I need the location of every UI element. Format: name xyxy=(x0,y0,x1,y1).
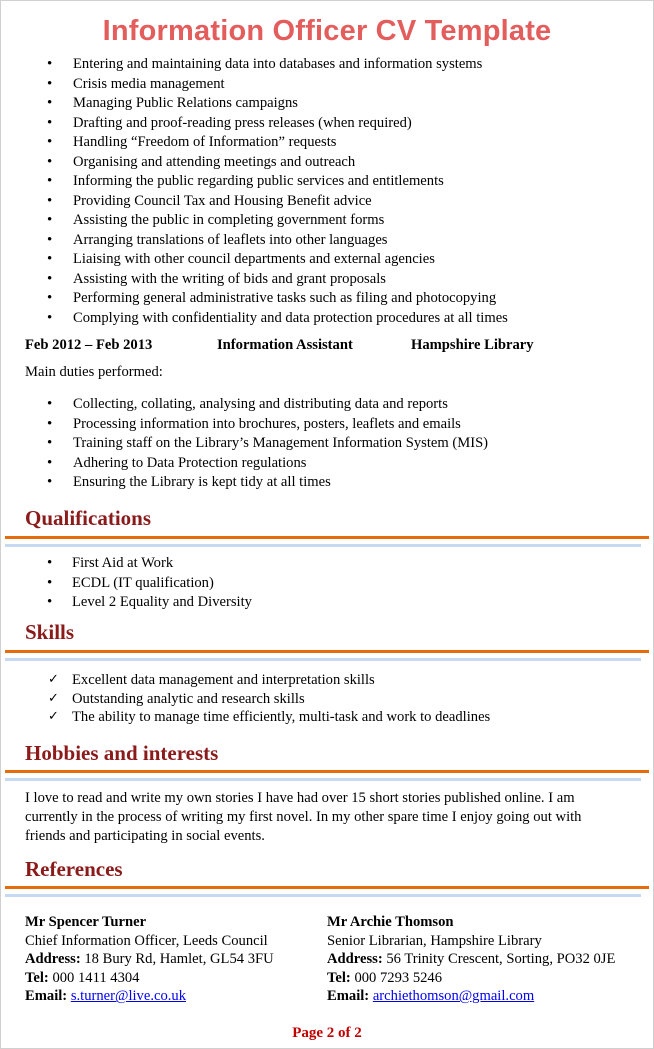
reference-email-link[interactable]: s.turner@live.co.uk xyxy=(70,988,186,1005)
list-item: • Assisting the public in completing government forms xyxy=(1,211,508,231)
list-item: • Arranging translations of leaflets into other languages xyxy=(1,231,508,251)
list-item: • Entering and maintaining data into databases and information systems xyxy=(1,55,508,75)
list-item: • Providing Council Tax and Housing Benefit advice xyxy=(1,192,508,212)
address-label: Address: xyxy=(25,951,81,968)
reference-email-link[interactable]: archiethomson@gmail.com xyxy=(372,988,535,1005)
section-divider xyxy=(5,778,641,781)
tel-label: Tel: xyxy=(327,969,351,986)
duties-label: Main duties performed: xyxy=(25,364,163,380)
reference-1 xyxy=(25,913,274,1006)
address-label: Address: xyxy=(327,951,383,968)
list-item: • Processing information into brochures, posters, leaflets and emails xyxy=(1,415,488,435)
reference-address: 56 Trinity Crescent, Sorting, PO32 0JE xyxy=(386,951,616,968)
section-divider xyxy=(5,544,641,547)
list-item: • Managing Public Relations campaigns xyxy=(1,94,508,114)
section-divider xyxy=(5,658,641,661)
section-divider xyxy=(5,886,649,889)
job-employer: Hampshire Library xyxy=(411,337,534,353)
email-label: Email: xyxy=(25,988,68,1005)
list-item: • Assisting with the writing of bids and grant proposals xyxy=(1,270,508,290)
references-heading: References xyxy=(25,857,123,881)
skills-list xyxy=(1,671,490,727)
reference-position: Senior Librarian, Hampshire Library xyxy=(327,932,542,949)
reference-position: Chief Information Officer, Leeds Council xyxy=(25,932,268,949)
job-dates: Feb 2012 – Feb 2013 xyxy=(25,337,153,353)
list-item: • Level 2 Equality and Diversity xyxy=(1,593,252,613)
section-divider xyxy=(5,536,649,539)
list-item: ✓ The ability to manage time efficiently, multi-task and work to deadlines xyxy=(1,708,490,727)
duties-list xyxy=(1,55,508,328)
reference-2 xyxy=(327,913,615,1006)
reference-tel: 000 1411 4304 xyxy=(52,969,140,986)
list-item: • Drafting and proof-reading press releases (when required) xyxy=(1,114,508,134)
list-item: • Training staff on the Library’s Management Information System (MIS) xyxy=(1,434,488,454)
list-item: • Collecting, collating, analysing and distributing data and reports xyxy=(1,395,488,415)
list-item: • Organising and attending meetings and outreach xyxy=(1,153,508,173)
page-number: Page 2 of 2 xyxy=(292,1025,362,1041)
list-item: • Informing the public regarding public services and entitlements xyxy=(1,172,508,192)
section-divider xyxy=(5,770,649,773)
list-item: • Adhering to Data Protection regulations xyxy=(1,454,488,474)
qualifications-heading: Qualifications xyxy=(25,506,152,530)
list-item: ✓ Outstanding analytic and research skills xyxy=(1,690,490,709)
list-item: • Liaising with other council departments and external agencies xyxy=(1,250,508,270)
list-item: • Crisis media management xyxy=(1,75,508,95)
hobbies-heading: Hobbies and interests xyxy=(25,741,219,765)
page-title: Information Officer CV Template xyxy=(102,15,552,47)
skills-heading: Skills xyxy=(25,620,75,644)
reference-address: 18 Bury Rd, Hamlet, GL54 3FU xyxy=(84,951,274,968)
list-item: • Handling “Freedom of Information” requests xyxy=(1,133,508,153)
reference-tel: 000 7293 5246 xyxy=(354,969,443,986)
list-item: ✓ Excellent data management and interpretation skills xyxy=(1,671,490,690)
list-item: • First Aid at Work xyxy=(1,554,252,574)
section-divider xyxy=(5,650,649,653)
job-role: Information Assistant xyxy=(217,337,353,353)
list-item: • Complying with confidentiality and data protection procedures at all times xyxy=(1,309,508,329)
reference-name: Mr Spencer Turner xyxy=(25,914,147,930)
job-duties-list xyxy=(1,395,488,493)
tel-label: Tel: xyxy=(25,969,49,986)
qualifications-list xyxy=(1,554,252,613)
reference-name: Mr Archie Thomson xyxy=(327,914,454,930)
list-item: • ECDL (IT qualification) xyxy=(1,574,252,594)
hobbies-text: I love to read and write my own stories I have had over 15 short stories published online. I am currently in the process of writing my first novel. In my other spare time I enjoy going out with friends and participating in social events. xyxy=(25,790,582,845)
section-divider xyxy=(5,894,641,897)
list-item: • Performing general administrative tasks such as filing and photocopying xyxy=(1,289,508,309)
email-label: Email: xyxy=(327,988,370,1005)
list-item: • Ensuring the Library is kept tidy at all times xyxy=(1,473,488,493)
